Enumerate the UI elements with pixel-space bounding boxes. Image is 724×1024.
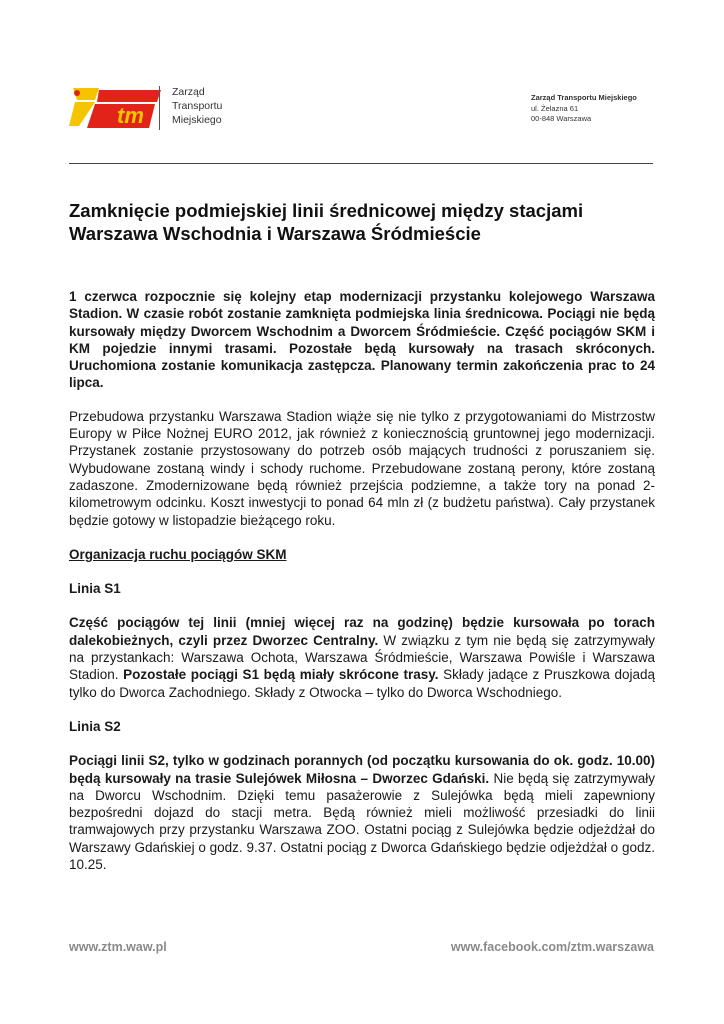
- address-block: [531, 93, 637, 125]
- footer-facebook-link[interactable]: www.facebook.com/ztm.warszawa: [450, 940, 654, 954]
- s1-bold-2: Pozostałe pociągi S1 będą miały skrócone trasy.: [123, 667, 439, 683]
- line-s2-heading: Linia S2: [69, 718, 121, 734]
- address-street: ul. Żelazna 61: [531, 103, 579, 113]
- footer-website-link[interactable]: www.ztm.waw.pl: [69, 940, 167, 954]
- line-s1-paragraph: [69, 614, 655, 700]
- body-paragraph: Przebudowa przystanku Warszawa Stadion wiąże się nie tylko z przygotowaniami do Mistrzostw Europy w Piłce Nożnej EURO 2012, jak również z koniecznością gruntownej jego modernizacji. Przystanek zostanie przystosowany do potrzeb osób mających trudności z poruszaniem się. Wybudowane zostaną windy i schody ruchome. Przebudowane zostaną perony, które zostaną zadaszone. Zmodernizowane będą również przejścia podziemne, a także tory na ponad 2-kilometrowym odcinku. Koszt inwestycji to ponad 64 mln zł (z budżetu państwa). Cały przystanek będzie gotowy w listopadzie bieżącego roku.: [69, 408, 655, 528]
- s2-bold-1: Pociągi linii S2, tylko w godzinach porannych (od początku kursowania do ok. godz. 10.00) będą kursowały na trasie Sulejówek Miłosna – Dworzec Gdański.: [69, 753, 655, 786]
- document-body: [69, 199, 655, 873]
- org-name: [172, 85, 222, 127]
- line-s2-paragraph: [69, 752, 655, 873]
- svg-text:tm: tm: [117, 103, 144, 128]
- address-name: Zarząd Transportu Miejskiego: [531, 93, 637, 102]
- lead-paragraph: 1 czerwca rozpocznie się kolejny etap modernizacji przystanku kolejowego Warszawa Stadion. W czasie robót zostanie zamknięta podmiejska linia średnicowa. Pociągi nie będą kursowały między Dworcem Wschodnim a Dworcem Śródmieście. Część pociągów SKM i KM pojedzie innymi trasami. Pozostałe będą kursowały na trasach skróconych. Uruchomiona zostanie komunikacja zastępcza. Planowany termin zakończenia prac to 24 lipca.: [69, 289, 655, 391]
- org-name-line: Transportu: [172, 100, 223, 112]
- s2-text-1: Nie będą się zatrzymywały na Dworcu Wschodnim. Dzięki temu pasażerowie z Sulejówka będą mieli zapewniony bezpośredni dojazd do stacji metra. Będą również mieli możliwość przesiadki do linii tramwajowych przy przystanku Warszawa ZOO. Ostatni pociąg z Sulejówka będzie odjeżdżał do Warszawy Gdańskiej o godz. 9.37. Ostatni pociąg z Dworca Gdańskiego będzie odjeżdżał o godz. 10.25.: [69, 770, 655, 873]
- address-city: 00-848 Warszawa: [531, 114, 592, 123]
- document-title: [69, 199, 655, 245]
- s1-text-1: W związku z tym nie będą się zatrzymywały na przystankach: Warszawa Ochota, Warszawa Śródmieście, Warszawa Powiśle i Warszawa Stadion.: [69, 632, 655, 683]
- header-rule: [69, 163, 653, 164]
- ztm-logo: [69, 86, 161, 130]
- s1-bold-1: Część pociągów tej linii (mniej więcej raz na godzinę) będzie kursowała po torach dalekobieżnych, czyli przez Dworzec Centralny.: [69, 615, 655, 648]
- line-s1-heading: Linia S1: [69, 581, 121, 597]
- org-name-line: Zarząd: [172, 86, 205, 98]
- logo-divider: [159, 86, 160, 130]
- org-name-line: Miejskiego: [172, 114, 222, 126]
- section-heading: Organizacja ruchu pociągów SKM: [69, 546, 287, 562]
- title-line-2: Warszawa Wschodnia i Warszawa Śródmieście: [69, 223, 481, 244]
- s1-text-2: Składy jadące z Pruszkowa dojadą tylko do Dworca Zachodniego. Składy z Otwocka – tylko do Dworca Wschodniego.: [69, 667, 655, 700]
- title-line-1: Zamknięcie podmiejskiej linii średnicowej między stacjami: [69, 200, 584, 221]
